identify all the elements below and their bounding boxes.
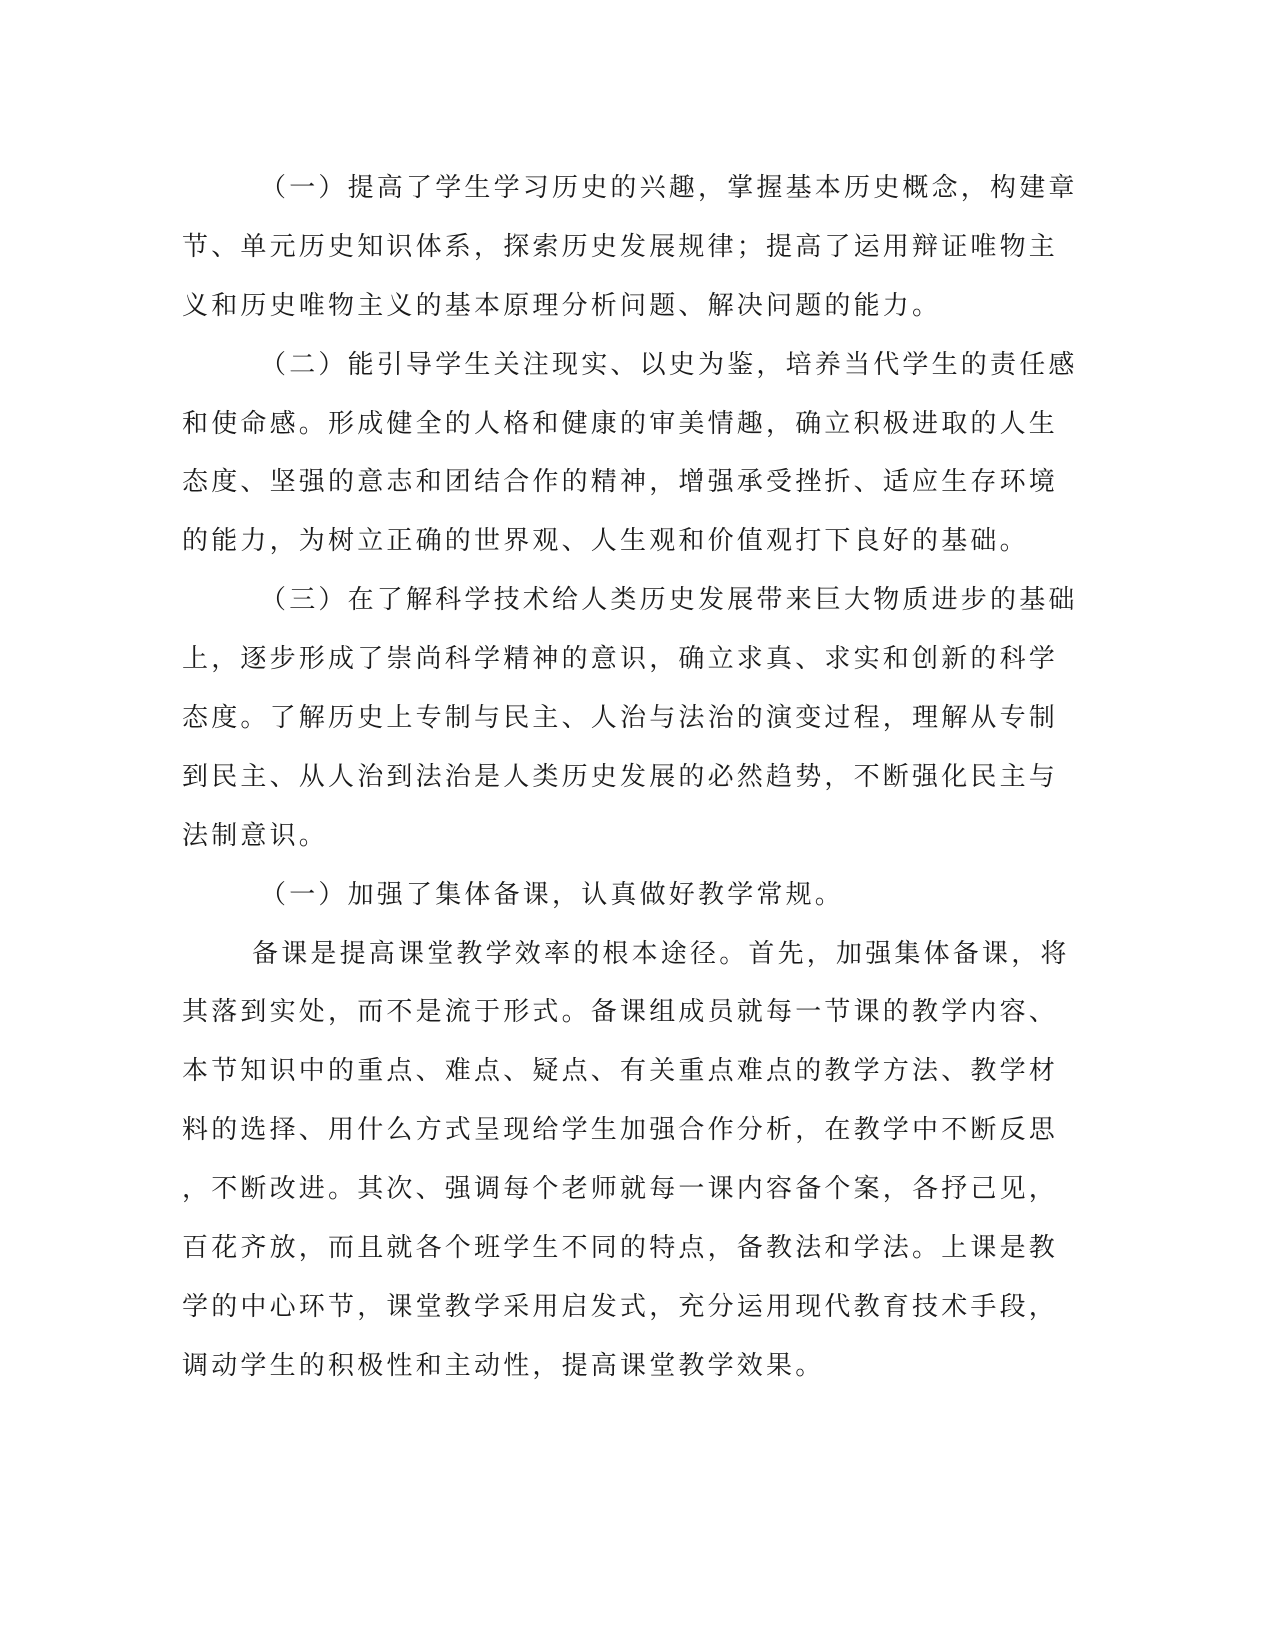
text-line: （一）提高了学生学习历史的兴趣，掌握基本历史概念，构建章 xyxy=(260,173,1078,203)
text-line: 料的选择、用什么方式呈现给学生加强合作分析，在教学中不断反思 xyxy=(182,1115,1059,1146)
text-line: 学的中心环节，课堂教学采用启发式，充分运用现代教育技术手段， xyxy=(182,1291,1059,1322)
text-line: 上，逐步形成了崇尚科学精神的意识，确立求真、求实和创新的科学 xyxy=(182,644,1059,675)
text-line: 态度、坚强的意志和团结合作的精神，增强承受挫折、适应生存环境 xyxy=(182,467,1059,498)
text-line: （一）加强了集体备课，认真做好教学常规。 xyxy=(260,879,845,910)
text-line: 法制意识。 xyxy=(182,820,329,851)
text-line: 义和历史唯物主义的基本原理分析问题、解决问题的能力。 xyxy=(182,290,942,321)
text-line: 的能力，为树立正确的世界观、人生观和价值观打下良好的基础。 xyxy=(182,526,1029,557)
text-line: 本节知识中的重点、难点、疑点、有关重点难点的教学方法、教学材 xyxy=(182,1056,1059,1087)
text-line: （二）能引导学生关注现实、以史为鉴，培养当代学生的责任感 xyxy=(260,349,1078,380)
text-line: 节、单元历史知识体系，探索历史发展规律；提高了运用辩证唯物主 xyxy=(182,231,1059,262)
text-line: 百花齐放，而且就各个班学生不同的特点，备教法和学法。上课是教 xyxy=(182,1233,1059,1264)
text-line: 态度。了解历史上专制与民主、人治与法治的演变过程，理解从专制 xyxy=(182,703,1059,734)
text-line: 到民主、从人治到法治是人类历史发展的必然趋势，不断强化民主与 xyxy=(182,761,1059,792)
text-line: （三）在了解科学技术给人类历史发展带来巨大物质进步的基础 xyxy=(260,585,1078,616)
text-line: 调动学生的积极性和主动性，提高课堂教学效果。 xyxy=(182,1350,825,1381)
section-heading-lesson-prep xyxy=(182,866,1032,925)
text-line: 备课是提高课堂教学效率的根本途径。首先，加强集体备课，将 xyxy=(252,938,1070,969)
text-line: ，不断改进。其次、强调每个老师就每一课内容备个案，各抒己见， xyxy=(182,1174,1059,1205)
document-body xyxy=(182,159,1078,1396)
paragraph-goals-responsibility xyxy=(182,336,1078,572)
text-line: 其落到实处，而不是流于形式。备课组成员就每一节课的教学内容、 xyxy=(182,997,1059,1028)
paragraph-goals-interest xyxy=(182,159,1078,336)
paragraph-goals-science xyxy=(182,571,1078,865)
text-line: 和使命感。形成健全的人格和健康的审美情趣，确立积极进取的人生 xyxy=(182,408,1059,439)
paragraph-lesson-prep xyxy=(182,925,1070,1396)
